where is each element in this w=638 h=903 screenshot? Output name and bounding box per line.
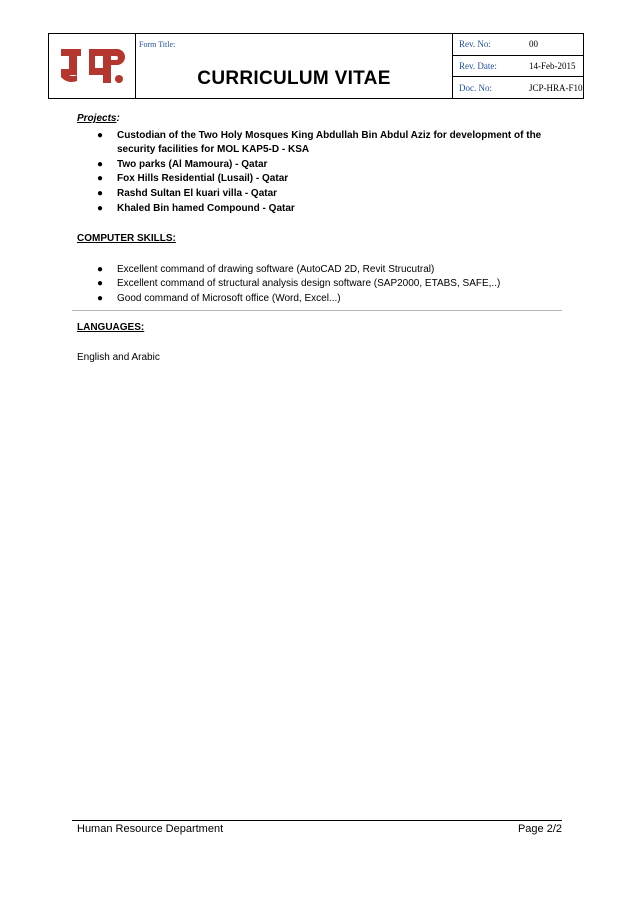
list-item (77, 292, 567, 307)
meta-row-rev-no (453, 34, 583, 56)
meta-value: 14-Feb-2015 (529, 61, 576, 71)
project-text: Custodian of the Two Holy Mosques King Abdullah Bin Abdul Aziz for development of the (117, 129, 542, 141)
bullet-icon: ● (97, 202, 104, 214)
section-divider (72, 310, 562, 311)
list-item (77, 187, 567, 202)
meta-value: JCP-HRA-F10 (529, 82, 583, 93)
meta-row-rev-date (453, 56, 583, 78)
bullet-icon: ● (97, 187, 104, 199)
document-title: CURRICULUM VITAE (197, 68, 391, 89)
list-item (77, 202, 567, 217)
footer-page-number: Page 2/2 (517, 823, 562, 835)
project-text: Khaled Bin hamed Compound - Qatar (117, 202, 295, 214)
bullet-icon: ● (97, 173, 104, 185)
title-cell (136, 34, 453, 98)
meta-label: Rev. No: (459, 39, 491, 50)
project-text-continued: security facilities for MOL KAP5-D - KSA (117, 144, 310, 156)
projects-heading-text: Projects (77, 113, 117, 124)
bullet-icon: ● (97, 158, 104, 170)
list-item (77, 158, 567, 173)
company-logo-cell (49, 34, 136, 98)
list-item (77, 129, 567, 158)
footer-rule (72, 820, 562, 821)
footer-department: Human Resource Department (77, 823, 224, 835)
list-item (77, 172, 567, 187)
document-meta (453, 34, 583, 98)
meta-label: Rev. Date: (459, 61, 497, 71)
projects-list (77, 129, 567, 217)
list-item (77, 277, 567, 292)
company-logo (59, 46, 125, 86)
bullet-icon: ● (97, 278, 104, 290)
project-text: Two parks (Al Mamoura) - Qatar (117, 158, 268, 170)
skill-text: Excellent command of structural analysis design software (SAP2000, ETABS, SAFE,..) (117, 278, 501, 290)
project-text: Rashd Sultan El kuari villa - Qatar (117, 187, 278, 199)
project-text: Fox Hills Residential (Lusail) - Qatar (117, 173, 289, 185)
meta-value: 00 (529, 39, 538, 50)
skill-text: Excellent command of drawing software (AutoCAD 2D, Revit Strucutral) (117, 263, 435, 275)
bullet-icon: ● (97, 263, 104, 275)
cv-content (77, 112, 567, 366)
list-item (77, 263, 567, 278)
form-title-label: Form Title: (139, 40, 176, 49)
bullet-icon: ● (97, 129, 104, 141)
languages-heading: LANGUAGES: (77, 321, 145, 333)
skill-text: Good command of Microsoft office (Word, Excel...) (117, 292, 341, 304)
computer-skills-list (77, 263, 567, 307)
document-header (48, 33, 584, 99)
computer-skills-heading: COMPUTER SKILLS: (77, 233, 176, 245)
bullet-icon: ● (97, 292, 104, 304)
projects-heading-colon: : (116, 113, 120, 124)
meta-row-doc-no (453, 77, 583, 98)
languages-text: English and Arabic (77, 352, 160, 364)
projects-heading (77, 112, 567, 127)
page-footer (77, 823, 562, 835)
meta-label: Doc. No: (459, 82, 492, 93)
